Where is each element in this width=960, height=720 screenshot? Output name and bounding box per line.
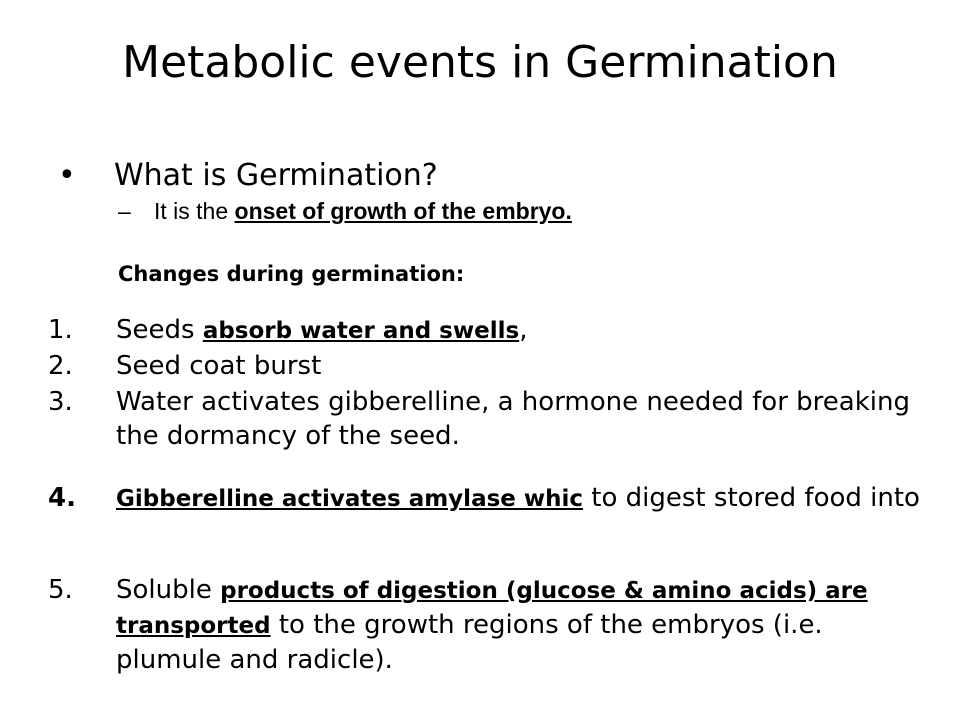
item-number: 3. [48, 387, 73, 417]
sub-bullet-prefix: It is the [154, 198, 235, 224]
item-text: Water activates gibberelline, a hormone needed for breaking the dormancy of the seed. [116, 387, 910, 451]
sub-bullet-definition [118, 198, 572, 226]
item-text-post: , [519, 315, 528, 345]
bullet-text: What is Germination? [114, 158, 438, 193]
item-number: 4. [48, 483, 76, 513]
item-text-post: to the growth regions of the embryos (i.e. plumule and radicle). [116, 610, 823, 675]
item-text: Seeds [116, 315, 203, 345]
item-number: 1. [48, 315, 73, 345]
list-item-4 [48, 481, 928, 516]
list-item-5 [48, 573, 928, 677]
item-number: 2. [48, 351, 73, 381]
item-text-post: to digest stored food into [583, 483, 920, 513]
item-text: Seed coat burst [116, 351, 322, 381]
list-item-2 [48, 349, 928, 383]
list-item-3 [48, 385, 928, 453]
bullet-marker: • [58, 158, 76, 193]
item-number: 5. [48, 575, 73, 605]
item-highlight: Gibberelline activates amylase whic [116, 486, 584, 512]
item-text: Soluble [116, 575, 221, 605]
item-highlight: products of digestion (glucose & amino acids) are transported [116, 578, 868, 639]
list-item-1 [48, 313, 928, 348]
slide-title: Metabolic events in Germination [122, 37, 838, 88]
item-highlight: absorb water and swells [202, 318, 520, 344]
bullet-question [58, 158, 438, 194]
sub-bullet-highlight: onset of growth of the embryo. [234, 198, 572, 224]
changes-heading: Changes during germination: [118, 262, 465, 286]
sub-bullet-marker: – [118, 198, 131, 224]
